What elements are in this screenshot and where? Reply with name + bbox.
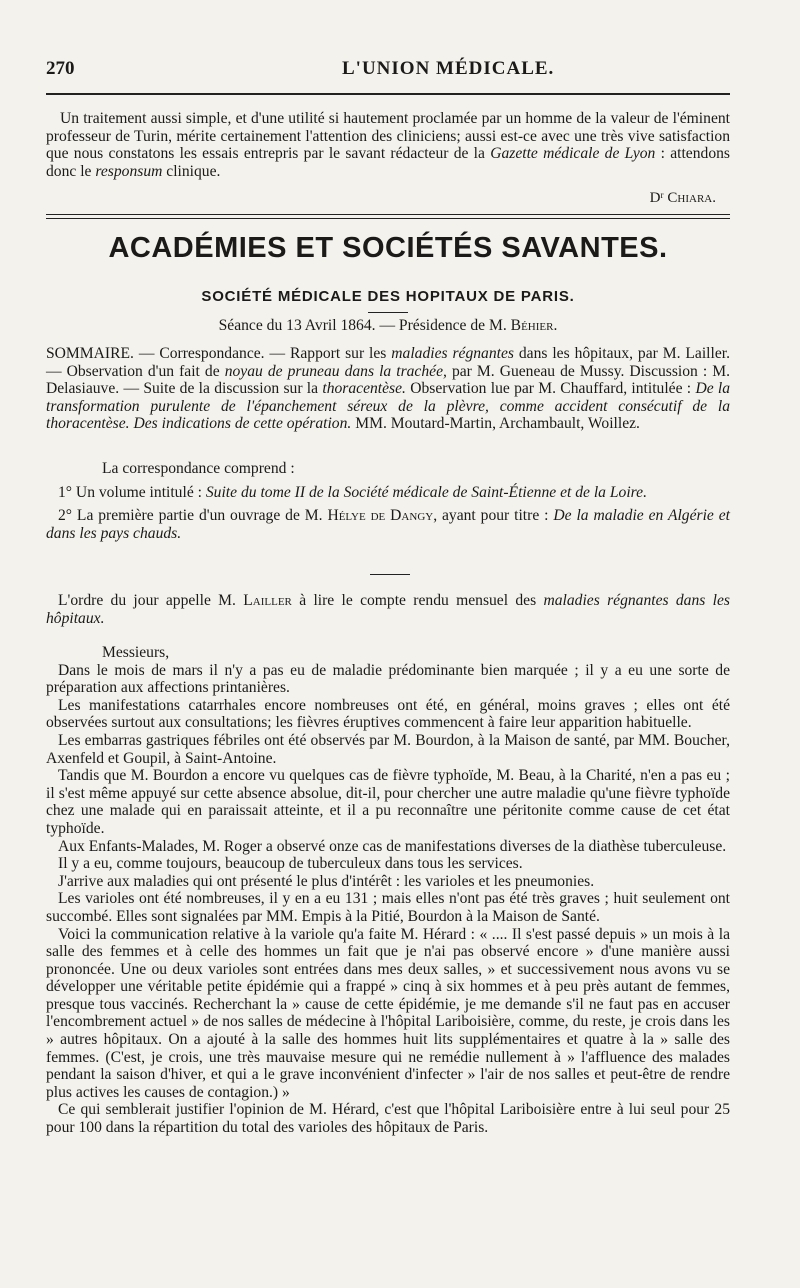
correspondance-item-2: 2° La première partie d'un ouvrage de M. Hélye de Dangy, ayant pour titre : De la maladie en Algérie et dans les pays chauds. [46,507,730,542]
sommaire-label: SOMMAIRE. [46,345,134,362]
header-rule [46,93,730,95]
herard-quote: Voici la communication relative à la variole qu'a faite M. Hérard : « .... Il s'est passé depuis » un mois à la salle des femmes et à celle des hommes un fait que je n'ai pas observé encore » d'une manière aussi prononcée. Une ou deux varioles sont entrées dans mes deux salles, » et successivement nous avons vu se développer une véritable petite épidémie qui a frappé » cinq à six hommes et à peu près autant de femmes, presque tous vaccinés. Recherchant la » cause de cette épidémie, je me demande s'il ne faut pas en accuser l'encombrement actuel » de nos salles de médecine à l'hôpital Lariboisière, comme, du reste, je crois dans les » autres hôpitaux. On a ajouté à la salle des hommes huit lits supplémentaires et quatre à la » salle des femmes. (C'est, je crois, une très mauvaise mesure qui ne remédie nullement à » l'affluence des malades pendant la saison d'hiver, et qui a le grave inconvénient d'infecter » l'air de nos salles et peut-être de rendre plus actives les causes de contagion.) » [46,925,730,1101]
short-rule [368,312,408,313]
report-body [46,644,730,1137]
report-paragraph: J'arrive aux maladies qui ont présenté le plus d'intérêt : les varioles et les pneumonies. [58,872,595,890]
intro-paragraph: Un traitement aussi simple, et d'une utilité si hautement proclamée par un homme de la valeur de l'éminent professeur de Turin, mérite certainement l'attention des cliniciens; aussi est-ce avec une très vive satisfaction que nous constatons les essais entrepris par le savant rédacteur de la Gazette médicale de Lyon : attendons donc le responsum clinique. [46,110,730,180]
report-paragraph: Les embarras gastriques fébriles ont été observés par M. Bourdon, à la Maison de santé, par MM. Boucher, Axenfeld et Goupil, à Saint-Antoine. [46,731,730,767]
section-rule-b [46,218,730,219]
ordre-du-jour: L'ordre du jour appelle M. Lailler à lire le compte rendu mensuel des maladies régnantes dans les hôpitaux. [46,592,730,627]
society-title: SOCIÉTÉ MÉDICALE DES HOPITAUX DE PARIS. [201,288,575,305]
section-title: ACADÉMIES ET SOCIÉTÉS SAVANTES. [108,232,668,264]
report-paragraph: Ce qui semblerait justifier l'opinion de M. Hérard, c'est que l'hôpital Lariboisière entre à lui seul pour 25 pour 100 dans la répartition du total des varioles des hôpitaux de Paris. [46,1101,730,1137]
salutation: Messieurs, [102,644,170,661]
report-paragraph: Aux Enfants-Malades, M. Roger a observé onze cas de manifestations diverses de la diathèse tuberculeuse. [58,837,727,855]
section-rule-a [46,214,730,215]
report-paragraph: Les manifestations catarrhales encore nombreuses ont été, en général, moins graves ; elles ont été observées surtout aux consultations; les fièvres éruptives commencent à faire leur apparition habituelle. [46,696,730,732]
report-paragraph: Tandis que M. Bourdon a encore vu quelques cas de fièvre typhoïde, M. Beau, à la Charité, n'en a pas eu ; il s'est même appuyé sur cette absence absolue, dit-il, pour chercher une autre maladie qu'une fièvre typhoïde chez une malade qui en paraissait atteinte, et il a pu reconnaître une péritonite comme cause de cet état typhoïde. [46,767,730,837]
journal-title: L'UNION MÉDICALE. [342,58,555,79]
report-paragraph: Il y a eu, comme toujours, beaucoup de tuberculeux dans tous les services. [58,855,523,873]
journal-reference: Gazette médicale de Lyon [490,145,656,163]
report-paragraph: Les varioles ont été nombreuses, il y en a eu 131 ; mais elles n'ont pas été très graves ; huit seulement ont succombé. Elles sont signalées par MM. Empis à la Pitié, Bourdon à la Maison de Santé. [46,890,730,925]
sommaire: SOMMAIRE. — Correspondance. — Rapport sur les maladies régnantes dans les hôpitaux, par M. Lailler. — Observation d'un fait de noyau de pruneau dans la trachée, par M. Gueneau de Mussy. Discussion : M. Delasiauve. — Suite de la discussion sur la thoracentèse. Observation lue par M. Chauffard, intitulée : De la transformation purulente de l'épanchement séreux de la plèvre, comme accident consécutif de la thoracentèse. Des indications de cette opération. MM. Moutard-Martin, Archambault, Woillez. [46,345,731,433]
correspondance-item-1: 1° Un volume intitulé : Suite du tome II de la Société médicale de Saint-Étienne et de la Loire. [58,483,647,501]
correspondance [46,460,730,542]
session-line: Séance du 13 Avril 1864. — Présidence de M. Béhier. [218,317,558,334]
correspondance-intro: La correspondance comprend : [102,460,295,477]
author-signature: Dʳ Chiara. [649,190,716,206]
page-number: 270 [46,58,75,79]
separator-rule [370,574,410,575]
report-paragraph: Dans le mois de mars il n'y a pas eu de maladie prédominante bien marquée ; il y a eu une sorte de préparation aux affections printanières. [46,661,730,697]
running-header [46,58,726,84]
